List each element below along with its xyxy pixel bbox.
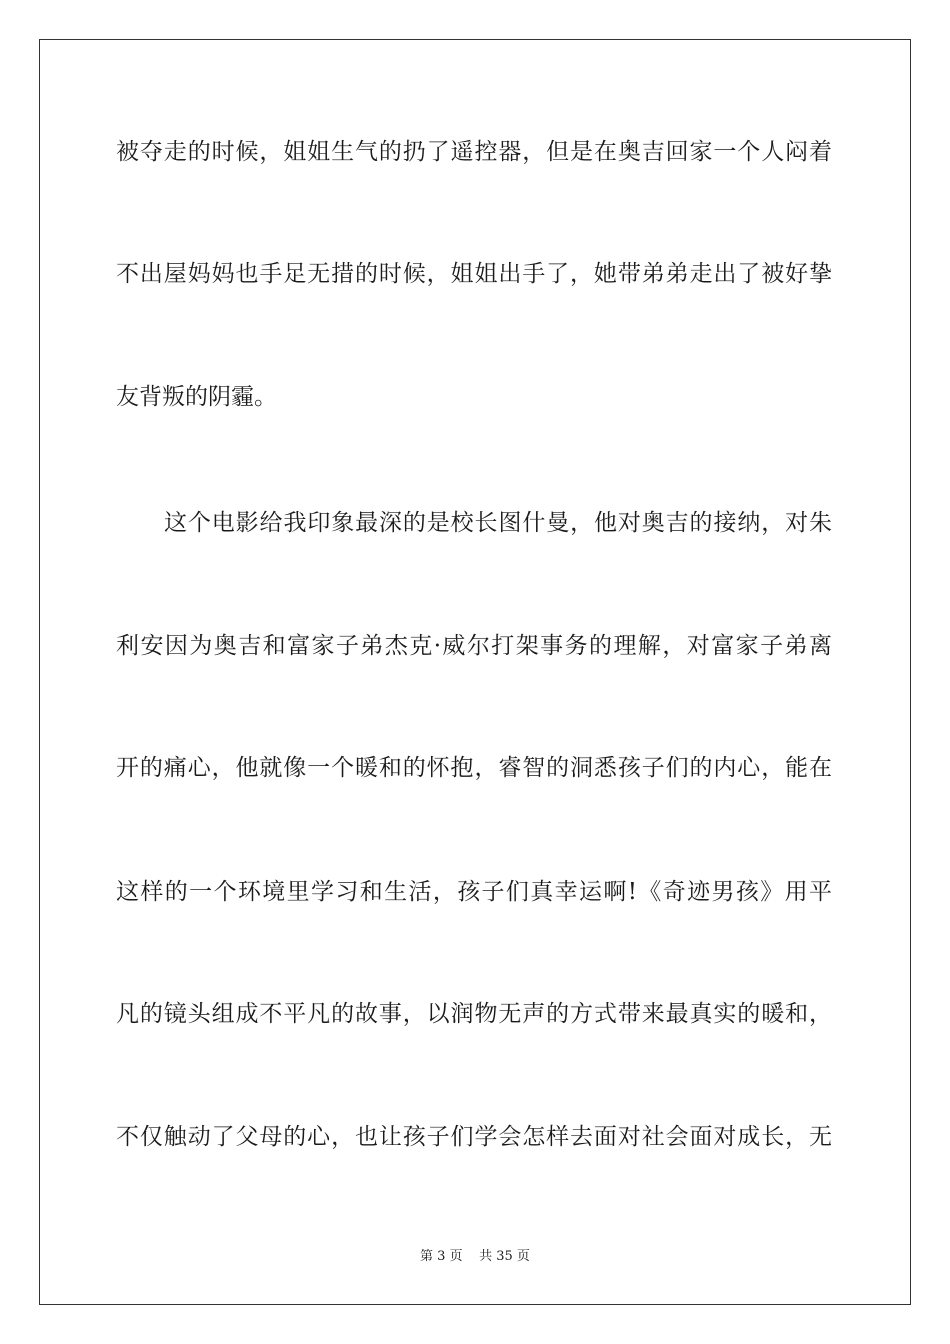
body-line-4: 这个电影给我印象最深的是校长图什曼，他对奥吉的接纳，对朱 [164,510,832,536]
body-line-7: 这样的一个环境里学习和生活，孩子们真幸运啊!《奇迹男孩》用平 [116,879,832,905]
page-total: 共 35 页 [479,1249,530,1264]
page-border [39,39,911,1305]
body-line-3: 友背叛的阴霾。 [116,384,277,410]
page-number: 第 3 页 [420,1249,463,1264]
body-line-2: 不出屋妈妈也手足无措的时候，姐姐出手了，她带弟弟走出了被好挚 [116,261,832,287]
body-line-1: 被夺走的时候，姐姐生气的扔了遥控器，但是在奥吉回家一个人闷着 [116,139,832,165]
body-line-6: 开的痛心，他就像一个暖和的怀抱，睿智的洞悉孩子们的内心，能在 [116,755,832,781]
body-line-5: 利安因为奥吉和富家子弟杰克·威尔打架事务的理解，对富家子弟离 [116,633,832,659]
body-line-8: 凡的镜头组成不平凡的故事，以润物无声的方式带来最真实的暖和， [116,1001,832,1027]
page-footer [0,1248,950,1266]
body-line-9: 不仅触动了父母的心，也让孩子们学会怎样去面对社会面对成长，无 [116,1124,832,1150]
